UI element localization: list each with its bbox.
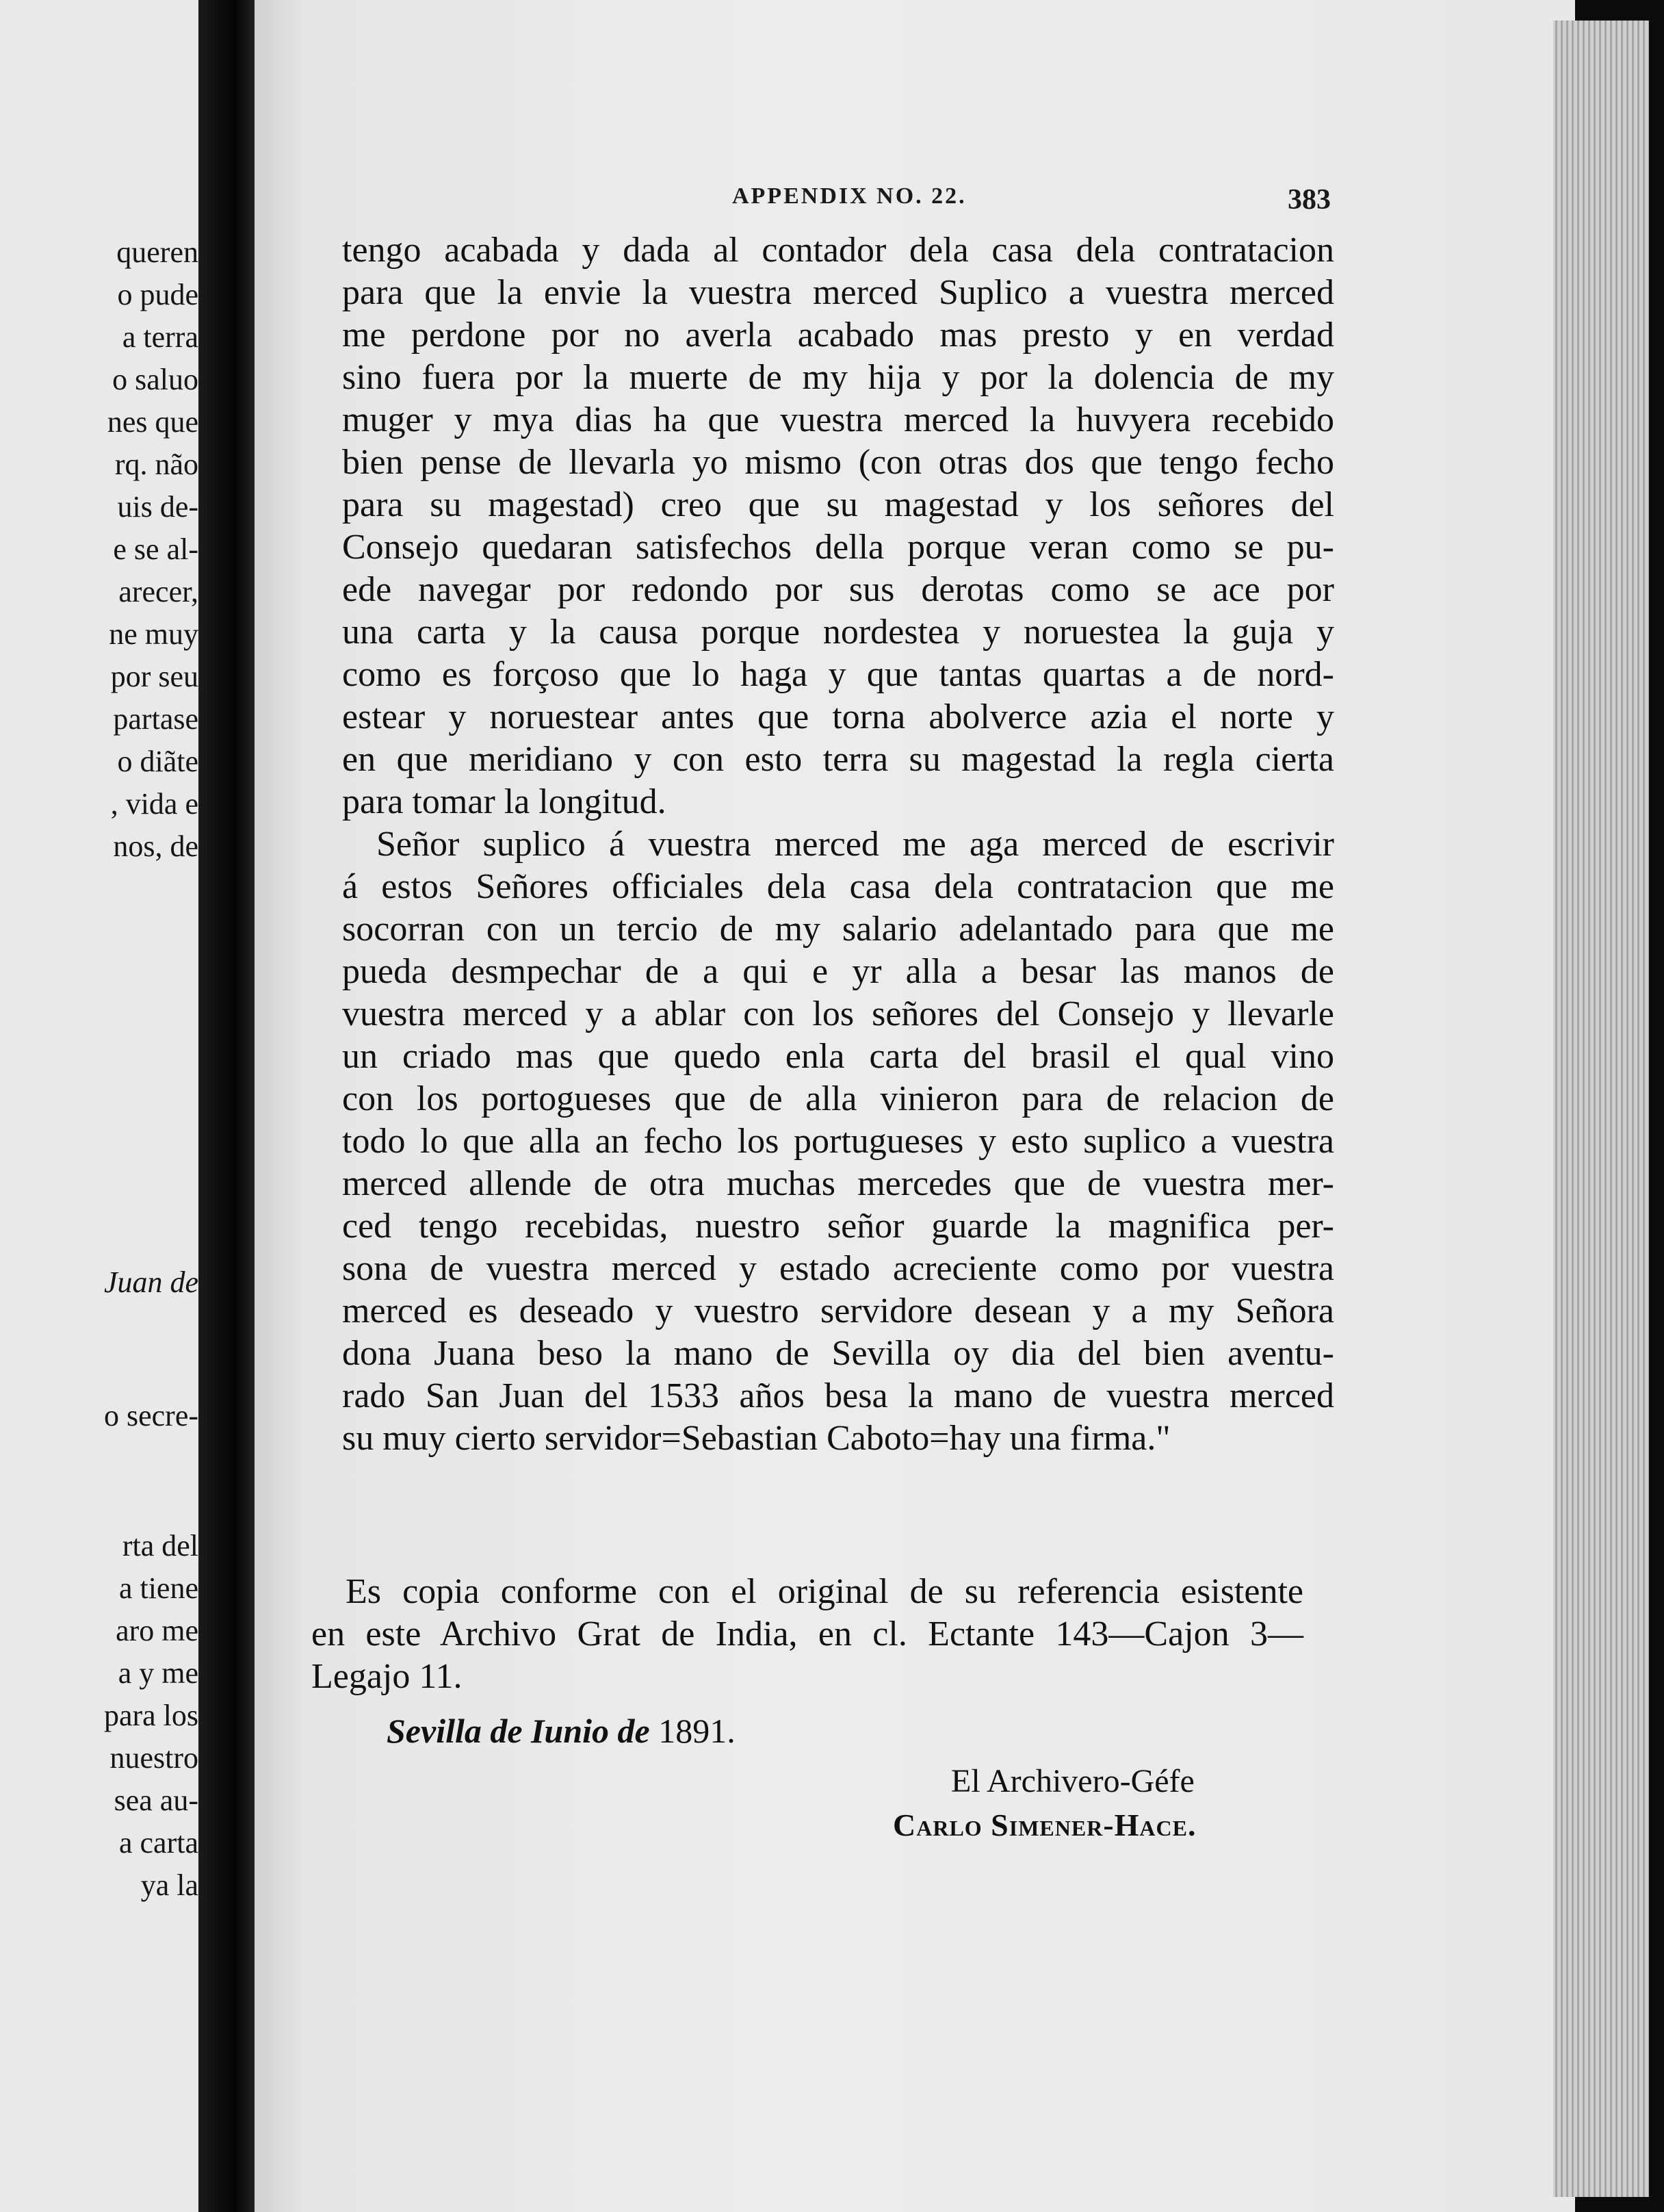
text-line: socorran con un tercio de my salario adelantado para que me bbox=[342, 910, 1334, 949]
text-line: dona Juana beso la mano de Sevilla oy dia del bien aventu- bbox=[342, 1334, 1334, 1373]
text-line: sona de vuestra merced y estado acreciente como por vuestra bbox=[342, 1249, 1334, 1288]
facing-page-line: rta del bbox=[122, 1529, 198, 1562]
text-line: me perdone por no averla acabado mas presto y en verdad bbox=[342, 316, 1334, 355]
running-head: APPENDIX NO. 22. bbox=[732, 183, 967, 209]
dateline-year: 1891. bbox=[658, 1712, 736, 1750]
facing-page-line: nos, de bbox=[113, 830, 198, 863]
text-line: ced tengo recebidas, nuestro señor guarde la magnifica per- bbox=[342, 1207, 1334, 1246]
text-line: tengo acabada y dada al contador dela casa dela contratacion bbox=[342, 231, 1334, 270]
text-line: estear y noruestear antes que torna abolverce azia el norte y bbox=[342, 697, 1334, 736]
facing-page-line: partase bbox=[113, 702, 198, 736]
text-line: rado San Juan del 1533 años besa la mano de vuestra merced bbox=[342, 1376, 1334, 1415]
facing-page-line: aro me bbox=[116, 1614, 198, 1647]
page-edges bbox=[1553, 21, 1649, 2197]
text-line: Es copia conforme con el original de su referencia esistente bbox=[346, 1572, 1303, 1611]
facing-page-line: nuestro bbox=[109, 1741, 198, 1775]
text-line: para tomar la longitud. bbox=[342, 782, 666, 821]
text-line: en que meridiano y con esto terra su magestad la regla cierta bbox=[342, 740, 1334, 779]
facing-page-line: nes que bbox=[107, 405, 198, 439]
facing-page-line: , vida e bbox=[110, 787, 198, 821]
facing-page-line: para los bbox=[103, 1699, 198, 1732]
text-line: ede navegar por redondo por sus derotas como se ace por bbox=[342, 570, 1334, 609]
text-line: pueda desmpechar de a qui e yr alla a besar las manos de bbox=[342, 952, 1334, 991]
text-line: bien pense de llevarla yo mismo (con otras dos que tengo fecho bbox=[342, 443, 1334, 482]
certification-note bbox=[311, 1571, 1303, 1698]
facing-page-line: a tiene bbox=[118, 1571, 198, 1605]
text-line: su muy cierto servidor=Sebastian Caboto=hay una firma." bbox=[342, 1419, 1171, 1458]
dateline-place: Sevilla de Iunio de bbox=[387, 1712, 650, 1750]
paragraph-2 bbox=[342, 823, 1334, 1460]
text-line: merced allende de otra muchas mercedes que de vuestra mer- bbox=[342, 1164, 1334, 1203]
signer-title: El Archivero-Géfe bbox=[951, 1763, 1195, 1799]
facing-page-line: por seu bbox=[110, 660, 198, 693]
text-line: Legajo 11. bbox=[311, 1657, 463, 1696]
text-line: en este Archivo Grat de India, en cl. Ectante 143—Cajon 3— bbox=[311, 1615, 1303, 1654]
facing-page-line: queren bbox=[116, 235, 198, 269]
text-line: una carta y la causa porque nordestea y noruestea la guja y bbox=[342, 613, 1334, 652]
text-line: todo lo que alla an fecho los portugueses y esto suplico a vuestra bbox=[342, 1122, 1334, 1161]
facing-page-line: o secre- bbox=[103, 1399, 198, 1432]
facing-page-line: o diãte bbox=[117, 745, 198, 778]
text-line: con los portogueses que de alla vinieron para de relacion de bbox=[342, 1079, 1334, 1118]
text-line: á estos Señores officiales dela casa dela contratacion que me bbox=[342, 867, 1334, 906]
facing-page-line: rq. não bbox=[114, 448, 198, 481]
facing-page-line: o saluo bbox=[112, 363, 198, 396]
text-line: sino fuera por la muerte de my hija y por la dolencia de my bbox=[342, 358, 1334, 397]
facing-page-line: Juan de bbox=[103, 1265, 198, 1299]
text-line: muger y mya dias ha que vuestra merced la huvyera recebido bbox=[342, 400, 1334, 439]
facing-page-line: uis de- bbox=[117, 490, 198, 524]
text-line: para su magestad) creo que su magestad y los señores del bbox=[342, 485, 1334, 524]
facing-page-line: ne muy bbox=[109, 617, 198, 651]
book-gutter bbox=[198, 0, 260, 2212]
facing-page-line: ya la bbox=[140, 1868, 198, 1902]
paragraph-1 bbox=[342, 229, 1334, 823]
facing-page-line: a y me bbox=[118, 1656, 198, 1690]
text-line: para que la envie la vuestra merced Suplico a vuestra merced bbox=[342, 273, 1334, 312]
letter-body bbox=[342, 229, 1334, 1460]
facing-page-line: a terra bbox=[122, 320, 198, 354]
text-line: vuestra merced y a ablar con los señores del Consejo y llevarle bbox=[342, 994, 1334, 1033]
dateline bbox=[387, 1711, 736, 1751]
text-line: como es forçoso que lo haga y que tantas quartas a de nord- bbox=[342, 655, 1334, 694]
text-line: merced es deseado y vuestro servidore desean y a my Señora bbox=[342, 1291, 1334, 1330]
text-line: Señor suplico á vuestra merced me aga merced de escrivir bbox=[376, 825, 1334, 864]
text-line: Consejo quedaran satisfechos della porque veran como se pu- bbox=[342, 528, 1334, 567]
facing-page-line: o pude bbox=[117, 278, 198, 311]
page-number: 383 bbox=[1288, 184, 1331, 216]
facing-page-line: sea au- bbox=[114, 1784, 198, 1817]
signer-name: Carlo Simener-Hace. bbox=[893, 1808, 1197, 1842]
facing-page-line: a carta bbox=[119, 1826, 198, 1860]
text-line: un criado mas que quedo enla carta del brasil el qual vino bbox=[342, 1037, 1334, 1076]
facing-page-line: e se al- bbox=[113, 532, 198, 566]
facing-page-line: arecer, bbox=[118, 575, 198, 608]
facing-page bbox=[0, 0, 205, 2212]
